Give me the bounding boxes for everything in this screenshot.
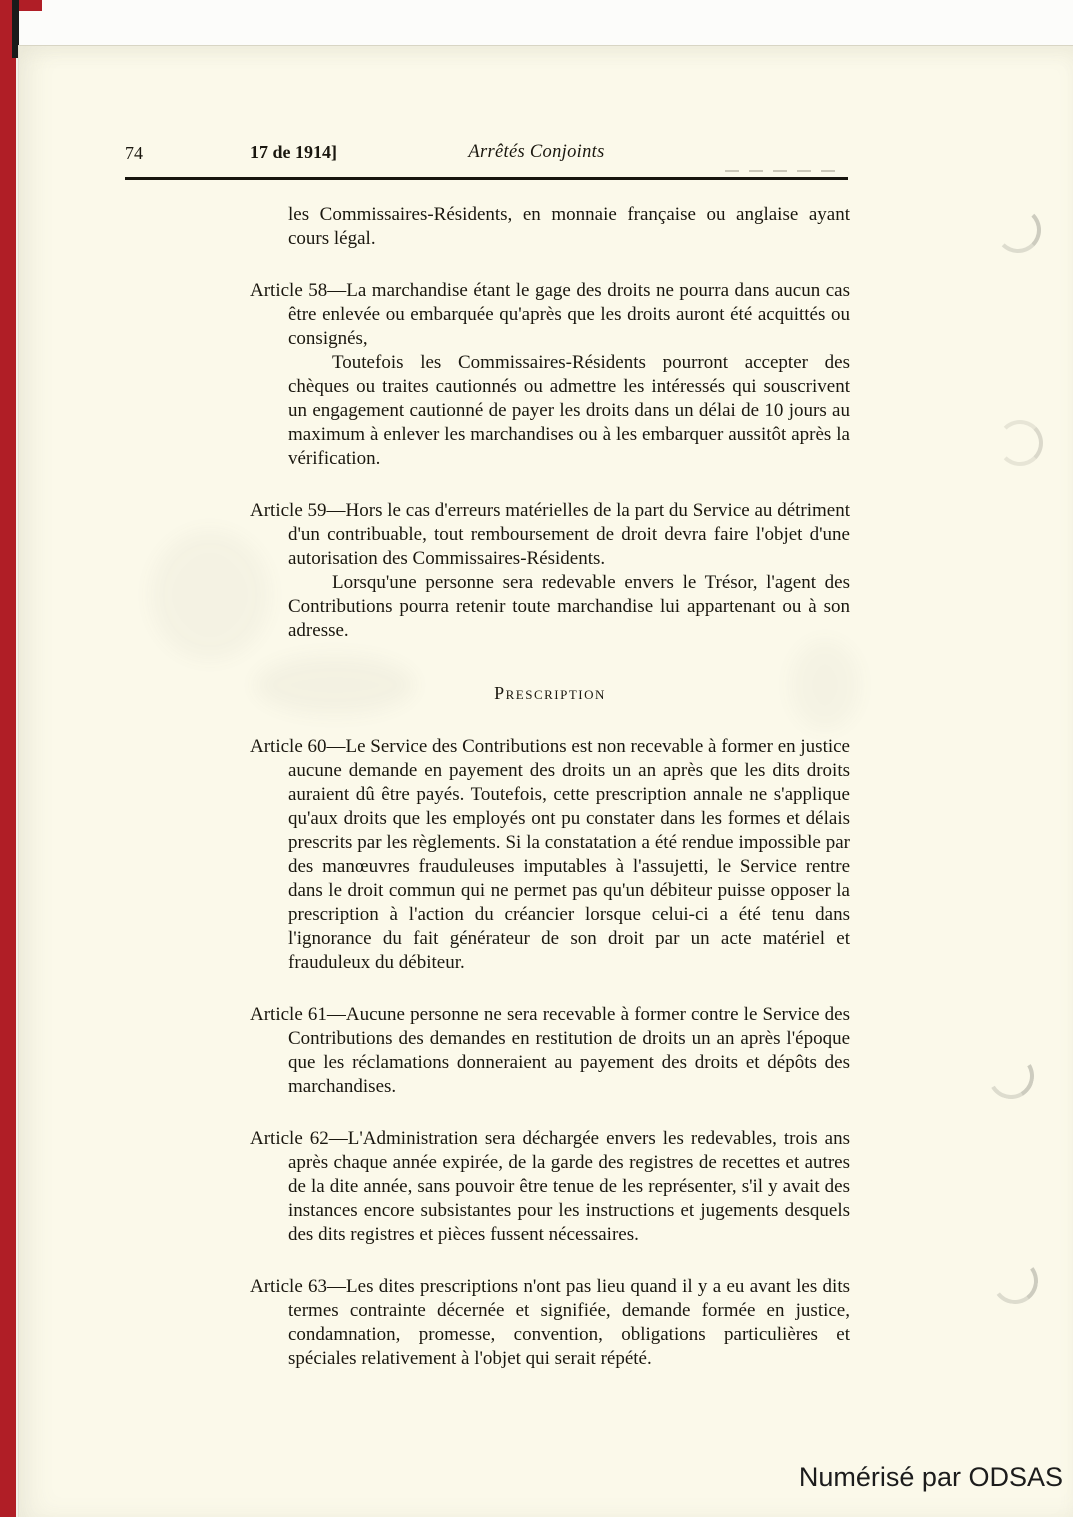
- document-body: [250, 203, 850, 1371]
- article-59-paragraph-2: Lorsqu'une personne sera redevable envers le Trésor, l'agent des Contributions pourra retenir toute marchandise lui appartenant ou à son adresse.: [288, 572, 850, 641]
- document-reference: 17 de 1914]: [250, 142, 337, 162]
- article-63-paragraph: Article 63—Les dites prescriptions n'ont pas lieu quand il y a eu avant les dits termes contrainte décernée et signifiée, demande formée en justice, condamnation, promesse, convention, obligations particulières et spéciales relativement à l'objet qui serait répété.: [250, 1276, 850, 1369]
- article-62-paragraph: Article 62—L'Administration sera déchargée envers les redevables, trois ans après chaque année expirée, de la garde des registres de recettes et autres de la dite année, sans pouvoir être tenue de les représenter, s'il y avait des instances encore subsistantes pour les instructions et jugements desquels des dits registres et pièces fussent nécessaires.: [250, 1128, 850, 1245]
- scan-artifact-dashes: [725, 170, 845, 172]
- running-title: Arrêtés Conjoints: [468, 142, 605, 162]
- article-60-paragraph: Article 60—Le Service des Contributions est non recevable à former en justice aucune demande en payement des droits un an après que les dits droits auraient dû être payés. Toutefois, cette prescription annale ne s'applique qu'aux droits que les employés ont pu constater dans les formes et délais prescrits par les règlements. Si la constatation a été rendue impossible par des manœuvres frauduleuses imputables à l'assujetti, le Service rentre dans le droit commun qui ne permet pas qu'un débiteur puisse opposer la prescription à l'action du créancier lorsque celui-ci a été tenu dans l'ignorance du fait générateur de son droit par un acte matériel et frauduleux du débiteur.: [250, 736, 850, 973]
- scanner-background: [16, 0, 1073, 45]
- section-heading-prescription: Prescription: [494, 683, 606, 703]
- paragraph-continuation: les Commissaires-Résidents, en monnaie française ou anglaise ayant cours légal.: [288, 204, 850, 249]
- article-61-paragraph: Article 61—Aucune personne ne sera recevable à former contre le Service des Contributions des demandes en restitution de droits un an après l'époque que les réclamations donneraient au payement des droits et dépôts des marchandises.: [250, 1004, 850, 1097]
- scan-watermark: Numérisé par ODSAS: [798, 1462, 1063, 1492]
- punch-hole-mark: [997, 420, 1043, 466]
- article-58-paragraph-2: Toutefois les Commissaires-Résidents pourront accepter des chèques ou traites cautionnés ou admettre les intéressés qui souscrivent un engagement cautionné de payer les droits dans un délai de 10 jours au maximum à enlever les marchandises ou à les embarquer aussitôt après la vérification.: [288, 352, 850, 469]
- scan-edge-red-corner: [0, 0, 42, 11]
- scan-edge-red: [0, 0, 16, 1517]
- page-number: 74: [125, 143, 143, 163]
- header-rule: [125, 177, 848, 180]
- article-59-paragraph: Article 59—Hors le cas d'erreurs matérielles de la part du Service au détriment d'un contribuable, tout remboursement de droit devra faire l'objet d'une autorisation des Commissaires-Résidents.: [250, 500, 850, 569]
- article-58-paragraph: Article 58—La marchandise étant le gage des droits ne pourra dans aucun cas être enlevée ou embarquée qu'après que les droits auront été acquittés ou consignés,: [250, 280, 850, 349]
- punch-hole-mark: [995, 207, 1041, 253]
